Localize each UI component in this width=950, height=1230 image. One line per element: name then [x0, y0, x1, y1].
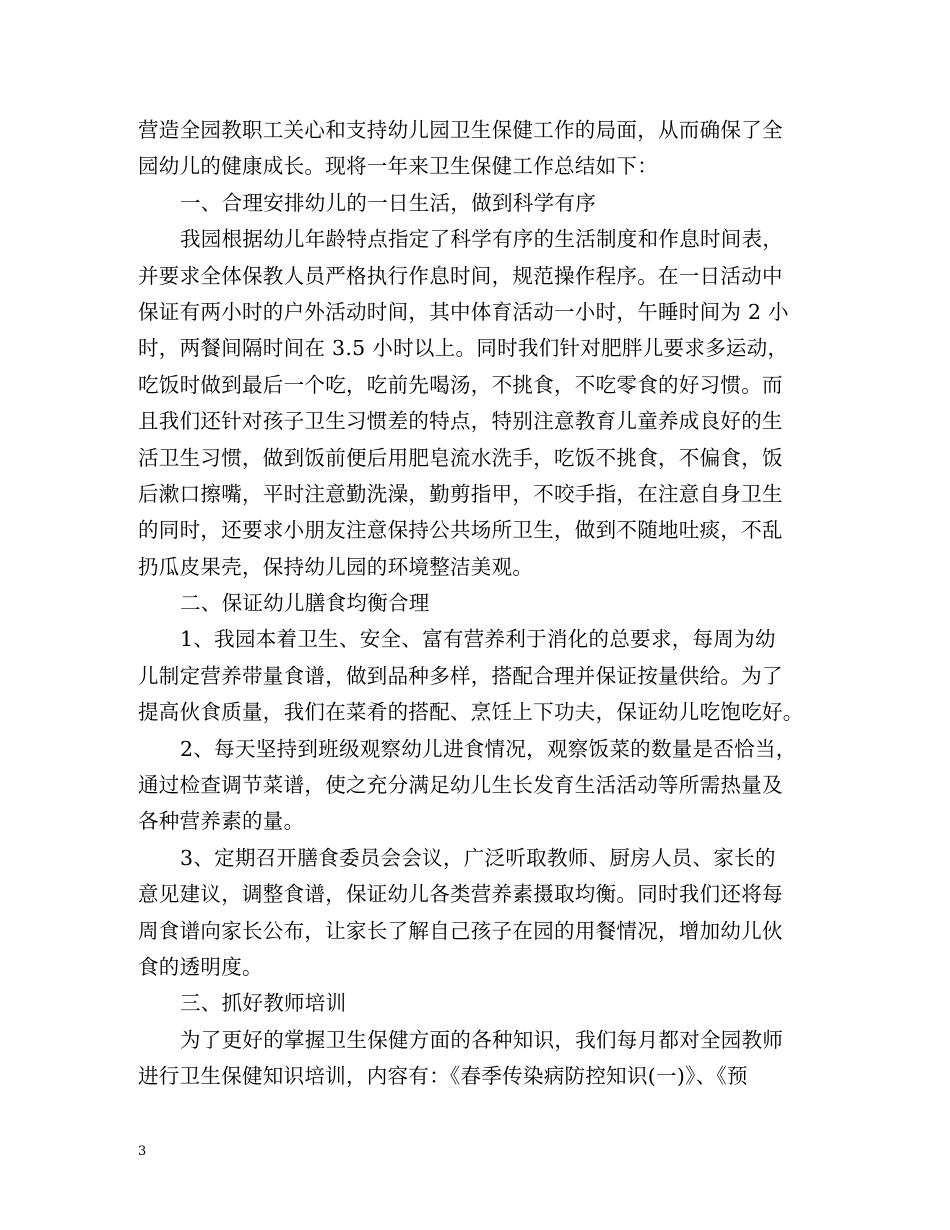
paragraph-line: 吃饭时做到最后一个吃，吃前先喝汤，不挑食，不吃零食的好习惯。而	[138, 372, 783, 397]
section-heading: 三、抓好教师培训	[180, 991, 347, 1016]
paragraph-line: 意见建议，调整食谱，保证幼儿各类营养素摄取均衡。同时我们还将每	[138, 882, 783, 907]
paragraph-line: 通过检查调节菜谱，使之充分满足幼儿生长发育生活活动等所需热量及	[138, 773, 783, 798]
body-text	[138, 112, 828, 1095]
paragraph-line: 食的透明度。	[138, 954, 263, 979]
paragraph-line: 周食谱向家长公布，让家长了解自己孩子在园的用餐情况，增加幼儿伙	[138, 918, 783, 943]
paragraph-line: 提高伙食质量，我们在菜肴的搭配、烹饪上下功夫，保证幼儿吃饱吃好。	[138, 700, 804, 725]
paragraph-line: 2、每天坚持到班级观察幼儿进食情况，观察饭菜的数量是否恰当，	[180, 736, 797, 761]
paragraph-line: 且我们还针对孩子卫生习惯差的特点，特别注意教育儿童养成良好的生	[138, 409, 783, 434]
paragraph-line: 并要求全体保教人员严格执行作息时间，规范操作程序。在一日活动中	[138, 263, 783, 288]
paragraph-line: 我园根据幼儿年龄特点指定了科学有序的生活制度和作息时间表，	[180, 227, 784, 252]
paragraph-line: 为了更好的掌握卫生保健方面的各种知识，我们每月都对全园教师	[180, 1027, 784, 1052]
section-heading: 一、合理安排幼儿的一日生活，做到科学有序	[180, 190, 596, 215]
paragraph-line: 儿制定营养带量食谱，做到品种多样，搭配合理并保证按量供给。为了	[138, 663, 783, 688]
paragraph-line: 各种营养素的量。	[138, 809, 305, 834]
paragraph-line: 时，两餐间隔时间在 3.5 小时以上。同时我们针对肥胖儿要求多运动，	[138, 336, 789, 361]
section-heading: 二、保证幼儿膳食均衡合理	[180, 591, 430, 616]
paragraph-line: 营造全园教职工关心和支持幼儿园卫生保健工作的局面，从而确保了全	[138, 118, 783, 142]
paragraph-line: 的同时，还要求小朋友注意保持公共场所卫生，做到不随地吐痰，不乱	[138, 518, 783, 543]
paragraph-line: 保证有两小时的户外活动时间，其中体育活动一小时，午睡时间为 2 小	[138, 299, 789, 324]
paragraph-line: 活卫生习惯，做到饭前便后用肥皂流水洗手，吃饭不挑食，不偏食，饭	[138, 445, 783, 470]
paragraph-line: 3、定期召开膳食委员会会议，广泛听取教师、厨房人员、家长的	[180, 845, 776, 870]
page-number: 3	[138, 1144, 147, 1159]
paragraph-line: 后漱口擦嘴，平时注意勤洗澡，勤剪指甲，不咬手指，在注意自身卫生	[138, 481, 783, 506]
paragraph-line: 1、我园本着卫生、安全、富有营养利于消化的总要求，每周为幼	[180, 627, 776, 652]
paragraph-line: 扔瓜皮果壳，保持幼儿园的环境整洁美观。	[138, 554, 534, 579]
paragraph-line: 进行卫生保健知识培训，内容有：《春季传染病防控知识(一)》、《预	[138, 1064, 748, 1089]
paragraph-line: 园幼儿的健康成长。现将一年来卫生保健工作总结如下：	[138, 154, 658, 179]
